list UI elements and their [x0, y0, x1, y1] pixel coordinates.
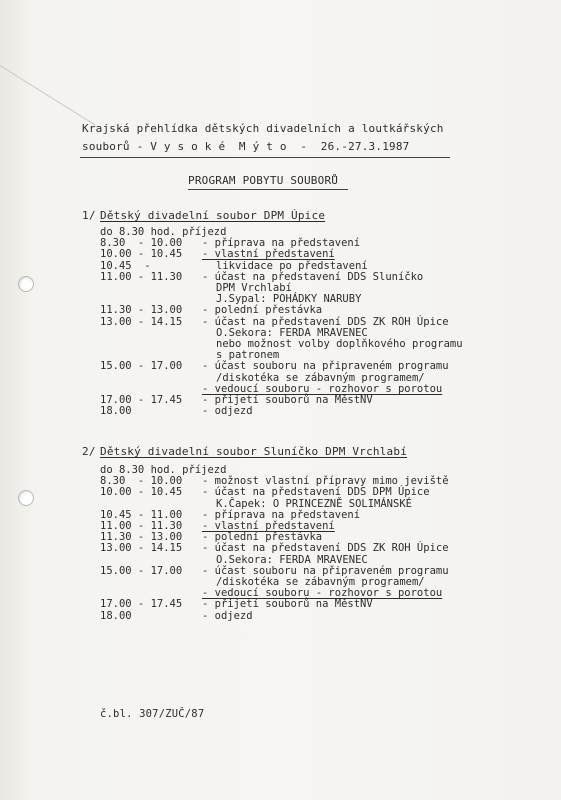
schedule-activity: O.Sekora: FERDA MRAVENEC [216, 553, 368, 566]
schedule-row [100, 248, 520, 260]
schedule-row [100, 304, 520, 316]
schedule-activity: - účast na představení DDS DPM Úpice [202, 486, 430, 499]
schedule-activity: - přijetí souborů na MěstNV [202, 598, 373, 611]
document-reference: č.bl. 307/ZUČ/87 [100, 708, 205, 720]
schedule-time: 8.30 - 10.00 [100, 237, 183, 250]
schedule-activity: - vedoucí souboru - rozhovor s porotou [202, 382, 443, 395]
schedule-row [100, 338, 520, 350]
schedule-time: 8.30 - 10.00 [100, 475, 183, 488]
schedule-activity: - příprava na představení [202, 237, 361, 250]
schedule-activity: likvidace po představení [216, 259, 368, 272]
schedule-row [100, 509, 520, 521]
schedule-row [100, 383, 520, 395]
schedule-time: 17.00 - 17.45 [100, 394, 183, 406]
schedule-row [100, 576, 520, 588]
schedule-row [100, 327, 520, 339]
schedule-time: 15.00 - 17.00 [100, 360, 183, 373]
schedule-row [100, 271, 520, 283]
schedule-activity: - odjezd [202, 405, 253, 418]
schedule-row [100, 349, 520, 361]
schedule-activity: - polední přestávka [202, 304, 323, 317]
header-underline [80, 157, 450, 158]
header-line-1: Krajská přehlídka dětských divadelních a loutkářských [82, 122, 444, 135]
section2-heading: Dětský divadelní soubor Sluníčko DPM Vrchlabí [100, 445, 408, 458]
schedule-time: 10.00 - 10.45 [100, 248, 183, 261]
schedule-row [100, 610, 520, 622]
schedule-row [100, 316, 520, 328]
schedule-activity: - polední přestávka [202, 531, 323, 544]
schedule-row [100, 554, 520, 566]
schedule-row [100, 587, 520, 599]
schedule-activity: - vedoucí souboru - rozhovor s porotou [202, 587, 443, 600]
schedule-time: 11.30 - 13.00 [100, 304, 183, 317]
schedule-activity: - účast souboru na připraveném programu [202, 360, 449, 373]
schedule-time: 18.00 [100, 609, 132, 622]
schedule-activity: K.Čapek: O PRINCEZNĚ SOLIMÁNSKÉ [216, 497, 412, 510]
schedule-row [100, 394, 520, 406]
schedule-activity: - účast souboru na připraveném programu [202, 564, 449, 577]
schedule-row [100, 598, 520, 610]
schedule-activity: - účast na představení DDS ZK ROH Úpice [202, 315, 449, 328]
schedule-time: 15.00 - 17.00 [100, 564, 183, 577]
schedule-row [100, 542, 520, 554]
schedule-time: 11.30 - 13.00 [100, 531, 183, 544]
paper-fold-line [0, 40, 96, 126]
schedule-row [100, 565, 520, 577]
schedule-activity: - vlastní představení [202, 248, 335, 261]
schedule-activity: - přijetí souborů na MěstNV [202, 394, 373, 406]
schedule-row [100, 293, 520, 305]
schedule-activity: /diskotéka se zábavným programem/ [216, 371, 425, 384]
schedule-row [100, 520, 520, 532]
schedule-activity: - účast na představení DDS ZK ROH Úpice [202, 542, 449, 555]
schedule-time: 18.00 [100, 405, 132, 418]
schedule-row [100, 360, 520, 372]
schedule-time: do 8.30 hod. příjezd [100, 464, 227, 476]
schedule-activity: nebo možnost volby doplňkového programu [216, 338, 463, 350]
section2-number: 2/ [82, 445, 96, 458]
schedule-time: 11.00 - 11.30 [100, 520, 183, 532]
schedule-time: 10.00 - 10.45 [100, 486, 183, 499]
schedule-row [100, 405, 520, 417]
punch-hole-bottom [18, 490, 34, 506]
schedule-row [100, 226, 520, 238]
schedule-row [100, 464, 520, 476]
title-underline [188, 189, 348, 190]
schedule-time: 10.45 - [100, 259, 151, 272]
schedule-activity: - příprava na představení [202, 508, 361, 521]
schedule-activity: - účast na představení DDS Sluníčko [202, 270, 424, 283]
schedule-activity: s patronem [216, 349, 280, 362]
schedule-time: 11.00 - 11.30 [100, 270, 183, 283]
schedule-row [100, 498, 520, 510]
schedule-time: 13.00 - 14.15 [100, 542, 183, 555]
schedule-row [100, 372, 520, 384]
schedule-activity: /diskotéka se zábavným programem/ [216, 576, 425, 588]
schedule-activity: O.Sekora: FERDA MRAVENEC [216, 326, 368, 339]
section1-number: 1/ [82, 209, 96, 222]
schedule-time: 17.00 - 17.45 [100, 598, 183, 611]
schedule-row [100, 486, 520, 498]
schedule-activity: - vlastní představení [202, 520, 335, 532]
schedule-time: do 8.30 hod. příjezd [100, 226, 227, 238]
schedule-time: 13.00 - 14.15 [100, 315, 183, 328]
schedule-time: 10.45 - 11.00 [100, 508, 183, 521]
schedule-activity: J.Sypal: POHÁDKY NARUBY [216, 293, 362, 306]
schedule-row [100, 237, 520, 249]
schedule-activity: - možnost vlastní přípravy mimo jeviště [202, 475, 449, 488]
header-line-2: souborů - V y s o k é M ý t o - 26.-27.3.1987 [82, 140, 410, 153]
document-title: PROGRAM POBYTU SOUBORŮ [188, 174, 339, 187]
section1-heading: Dětský divadelní soubor DPM Úpice [100, 209, 326, 222]
schedule-activity: - odjezd [202, 609, 253, 622]
schedule-activity: DPM Vrchlabí [216, 282, 292, 294]
punch-hole-top [18, 276, 34, 292]
schedule-row [100, 260, 520, 272]
